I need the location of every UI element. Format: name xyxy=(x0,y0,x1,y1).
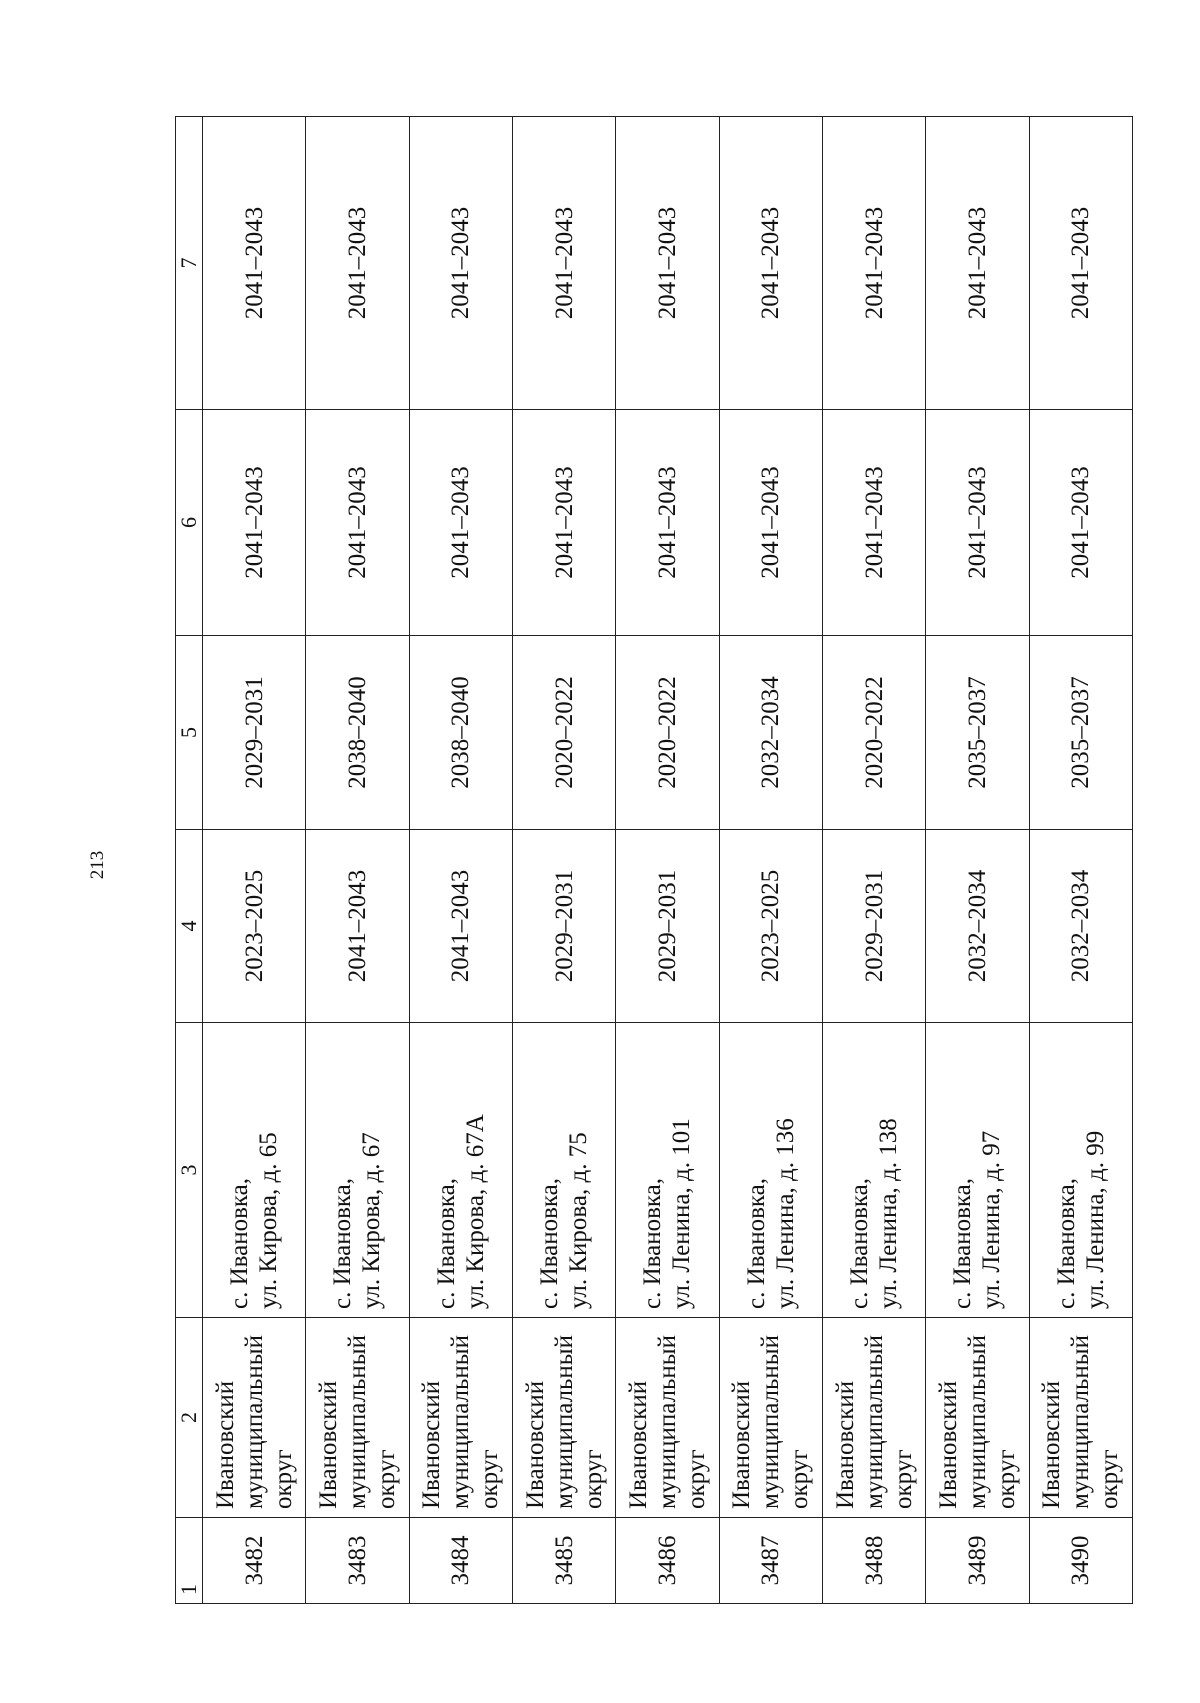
period-cell-c7: 2041–2043 xyxy=(616,117,719,410)
address-line: с. Ивановка, xyxy=(1052,1177,1080,1309)
period-cell-c4: 2023–2025 xyxy=(203,830,306,1023)
period-cell-c6: 2041–2043 xyxy=(512,410,615,636)
district-line: муниципальный xyxy=(757,1335,785,1509)
period-cell-c6: 2041–2043 xyxy=(719,410,822,636)
period-cell-c7: 2041–2043 xyxy=(203,117,306,410)
period-cell-c4: 2029–2031 xyxy=(512,830,615,1023)
district-cell xyxy=(409,1318,512,1518)
district-cell xyxy=(1029,1318,1132,1518)
address-cell xyxy=(719,1023,822,1318)
district-line: округ xyxy=(786,1449,814,1509)
period-cell-c6: 2041–2043 xyxy=(409,410,512,636)
address-cell xyxy=(1029,1023,1132,1318)
record-number-cell: 3490 xyxy=(1029,1518,1132,1604)
period-cell-c7: 2041–2043 xyxy=(719,117,822,410)
district-line: Ивановский xyxy=(831,1380,859,1509)
period-cell-c5: 2038–2040 xyxy=(306,636,409,830)
district-line: Ивановский xyxy=(418,1380,446,1509)
period-cell-c5: 2020–2022 xyxy=(512,636,615,830)
district-cell xyxy=(203,1318,306,1518)
column-number-header: 2 xyxy=(176,1318,203,1518)
table-row xyxy=(616,117,719,1604)
district-line: муниципальный xyxy=(1067,1335,1095,1509)
district-line: округ xyxy=(579,1449,607,1509)
address-line: ул. Ленина, д. 138 xyxy=(875,1118,903,1309)
period-cell-c4: 2032–2034 xyxy=(1029,830,1132,1023)
table-row xyxy=(409,117,512,1604)
period-cell-c4: 2032–2034 xyxy=(926,830,1029,1023)
district-line: Ивановский xyxy=(521,1380,549,1509)
housing-repair-schedule-table xyxy=(175,116,1133,1604)
period-cell-c6: 2041–2043 xyxy=(926,410,1029,636)
period-cell-c7: 2041–2043 xyxy=(822,117,925,410)
district-cell xyxy=(822,1318,925,1518)
address-line: с. Ивановка, xyxy=(536,1177,564,1309)
district-line: муниципальный xyxy=(963,1335,991,1509)
record-number-cell: 3483 xyxy=(306,1518,409,1604)
period-cell-c5: 2032–2034 xyxy=(719,636,822,830)
address-line: ул. Ленина, д. 101 xyxy=(668,1118,696,1309)
record-number-cell: 3487 xyxy=(719,1518,822,1604)
district-line: округ xyxy=(682,1449,710,1509)
period-cell-c4: 2029–2031 xyxy=(822,830,925,1023)
period-cell-c5: 2038–2040 xyxy=(409,636,512,830)
table-row xyxy=(719,117,822,1604)
district-line: муниципальный xyxy=(343,1335,371,1509)
column-number-header-row xyxy=(176,117,203,1604)
address-line: с. Ивановка, xyxy=(329,1177,357,1309)
address-cell xyxy=(203,1023,306,1318)
address-line: ул. Ленина, д. 99 xyxy=(1081,1130,1109,1309)
period-cell-c6: 2041–2043 xyxy=(822,410,925,636)
table-row xyxy=(306,117,409,1604)
address-cell xyxy=(616,1023,719,1318)
period-cell-c7: 2041–2043 xyxy=(926,117,1029,410)
district-cell xyxy=(926,1318,1029,1518)
district-line: муниципальный xyxy=(653,1335,681,1509)
table-row xyxy=(512,117,615,1604)
district-cell xyxy=(512,1318,615,1518)
address-cell xyxy=(512,1023,615,1318)
period-cell-c6: 2041–2043 xyxy=(1029,410,1132,636)
address-cell xyxy=(822,1023,925,1318)
district-line: округ xyxy=(889,1449,917,1509)
district-line: Ивановский xyxy=(211,1380,239,1509)
table-row xyxy=(1029,117,1132,1604)
period-cell-c5: 2035–2037 xyxy=(926,636,1029,830)
column-number-header: 1 xyxy=(176,1518,203,1604)
address-line: с. Ивановка, xyxy=(432,1177,460,1309)
table-row xyxy=(926,117,1029,1604)
district-line: округ xyxy=(372,1449,400,1509)
address-line: с. Ивановка, xyxy=(639,1177,667,1309)
address-line: ул. Кирова, д. 67 xyxy=(358,1132,386,1309)
district-line: муниципальный xyxy=(447,1335,475,1509)
record-number-cell: 3489 xyxy=(926,1518,1029,1604)
address-line: ул. Ленина, д. 136 xyxy=(771,1118,799,1309)
period-cell-c6: 2041–2043 xyxy=(203,410,306,636)
period-cell-c5: 2035–2037 xyxy=(1029,636,1132,830)
table-row xyxy=(822,117,925,1604)
period-cell-c4: 2023–2025 xyxy=(719,830,822,1023)
period-cell-c7: 2041–2043 xyxy=(306,117,409,410)
period-cell-c7: 2041–2043 xyxy=(409,117,512,410)
district-cell xyxy=(306,1318,409,1518)
column-number-header: 3 xyxy=(176,1023,203,1318)
district-cell xyxy=(616,1318,719,1518)
address-line: с. Ивановка, xyxy=(846,1177,874,1309)
rotated-table-container xyxy=(175,117,1133,1604)
column-number-header: 5 xyxy=(176,636,203,830)
district-line: Ивановский xyxy=(934,1380,962,1509)
district-line: округ xyxy=(992,1449,1020,1509)
district-line: муниципальный xyxy=(550,1335,578,1509)
period-cell-c4: 2041–2043 xyxy=(409,830,512,1023)
record-number-cell: 3484 xyxy=(409,1518,512,1604)
record-number-cell: 3485 xyxy=(512,1518,615,1604)
address-line: ул. Кирова, д. 65 xyxy=(255,1132,283,1309)
column-number-header: 7 xyxy=(176,117,203,410)
district-line: муниципальный xyxy=(860,1335,888,1509)
page-number: 213 xyxy=(87,850,108,880)
address-cell xyxy=(409,1023,512,1318)
address-cell xyxy=(306,1023,409,1318)
district-line: округ xyxy=(269,1449,297,1509)
column-number-header: 4 xyxy=(176,830,203,1023)
district-line: Ивановский xyxy=(624,1380,652,1509)
period-cell-c5: 2020–2022 xyxy=(616,636,719,830)
district-line: Ивановский xyxy=(728,1380,756,1509)
district-line: округ xyxy=(1096,1449,1124,1509)
address-line: ул. Кирова, д. 67А xyxy=(461,1114,489,1309)
period-cell-c4: 2041–2043 xyxy=(306,830,409,1023)
period-cell-c5: 2020–2022 xyxy=(822,636,925,830)
column-number-header: 6 xyxy=(176,410,203,636)
district-line: муниципальный xyxy=(240,1335,268,1509)
record-number-cell: 3486 xyxy=(616,1518,719,1604)
district-line: округ xyxy=(476,1449,504,1509)
record-number-cell: 3488 xyxy=(822,1518,925,1604)
district-cell xyxy=(719,1318,822,1518)
table-row xyxy=(203,117,306,1604)
period-cell-c7: 2041–2043 xyxy=(512,117,615,410)
period-cell-c6: 2041–2043 xyxy=(306,410,409,636)
address-line: ул. Ленина, д. 97 xyxy=(978,1130,1006,1309)
period-cell-c5: 2029–2031 xyxy=(203,636,306,830)
address-cell xyxy=(926,1023,1029,1318)
address-line: с. Ивановка, xyxy=(742,1177,770,1309)
period-cell-c4: 2029–2031 xyxy=(616,830,719,1023)
district-line: Ивановский xyxy=(1038,1380,1066,1509)
address-line: с. Ивановка, xyxy=(949,1177,977,1309)
period-cell-c7: 2041–2043 xyxy=(1029,117,1132,410)
period-cell-c6: 2041–2043 xyxy=(616,410,719,636)
address-line: ул. Кирова, д. 75 xyxy=(565,1132,593,1309)
district-line: Ивановский xyxy=(314,1380,342,1509)
record-number-cell: 3482 xyxy=(203,1518,306,1604)
address-line: с. Ивановка, xyxy=(226,1177,254,1309)
